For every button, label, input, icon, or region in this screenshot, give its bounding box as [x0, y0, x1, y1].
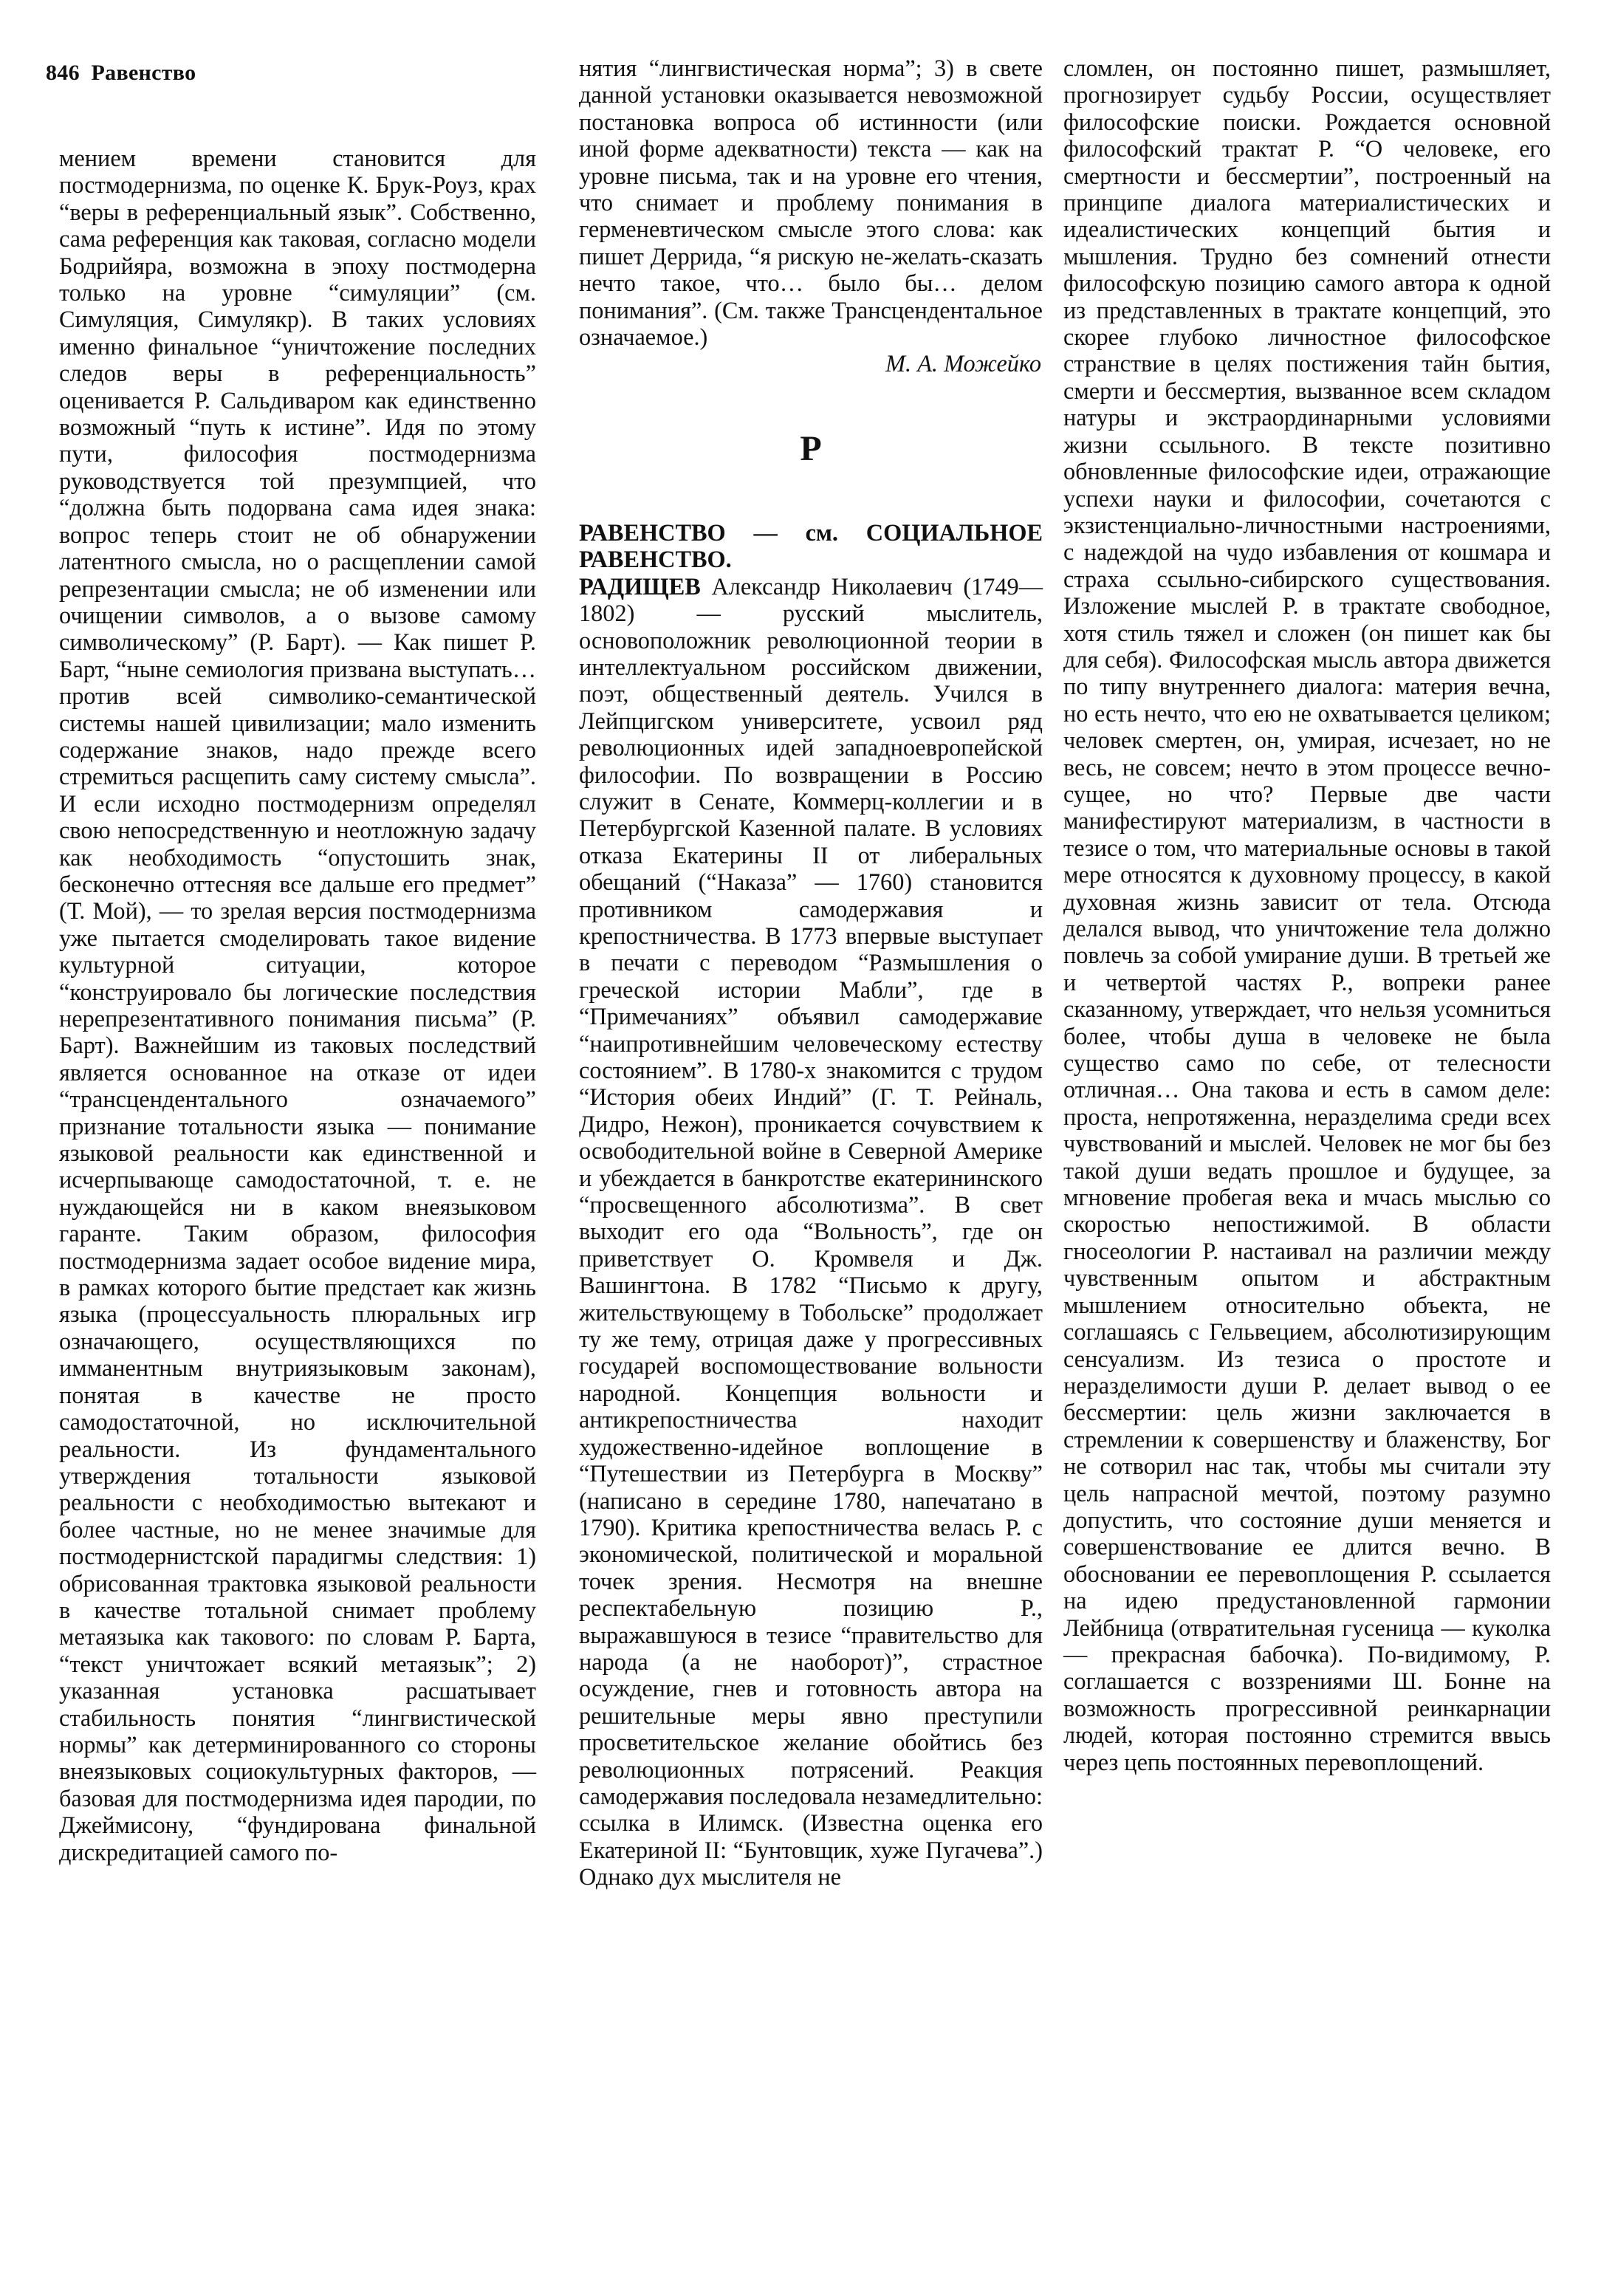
running-title: Равенство: [91, 61, 196, 85]
page-number: 846: [46, 61, 80, 85]
section-letter: Р: [800, 428, 822, 468]
text-column-2: [579, 55, 1043, 1891]
column-3-text: сломлен, он постоянно пишет, размышляет, прогнозирует судьбу России, осуществляет философские поиски. Рождается основной философский трактат Р. “О человеке, его смертности и бессмертии”, построенный на принципе диалога материалистических и идеалистических концепций бытия и мышления. Трудно без сомнений отнести философскую позицию самого автора к одной из представленных в трактате концепций, это скорее глубоко личностное философское странствие в целях постижения тайн бытия, смерти и бессмертия, вызванное всем складом натуры и экстраординарными условиями жизни ссыльного. В тексте позитивно обновленные философские идеи, отражающие успехи науки и философии, сочетаются с экзистенциально-личностными настроениями, с надеждой на чудо избавления от кошмара и страха ссыльно-сибирского существования. Изложение мыслей Р. в трактате свободное, хотя стиль тяжел и сложен (он пишет как бы для себя). Философская мысль автора движется по типу внутреннего диалога: материя вечна, но есть нечто, что ею не охватывается целиком; человек смертен, он, умирая, исчезает, но не весь, не совсем; нечто в этом процессе вечно-сущее, но что? Первые две части манифестируют материализм, в частности в тезисе о том, что материальные основы в такой мере относятся к духовному процессу, в какой духовная жизнь зависит от тела. Отсюда делался вывод, что уничтожение тела должно повлечь за собой умирание души. В третьей же и четвертой частях Р., вопреки ранее сказанному, утверждает, что нельзя усомниться более, чтобы душа в человеке не была существо само по себе, от телесности отличная… Она такова и есть в самом деле: проста, непротяженна, неразделима среди всех чувствований и мыслей. Человек не мог бы без такой души ведать прошлое и будущее, за мгновение пробегая века и мчась мыслью со скоростью непостижимой. В области гносеологии Р. настаивал на различии между чувственным опытом и абстрактным мышлением относительно объекта, не соглашаясь с Гельвецием, абсолютизирующим сенсуализм. Из тезиса о простоте и неразделимости души Р. делает вывод о ее бессмертии: цель жизни заключается в стремлении к совершенству и блаженству, Бог не сотворил нас так, чтобы мы считали эту цель напрасной мечтой, поэтому разумно допустить, что состояние души меняется и совершенствование ее длится вечно. В обосновании ее перевоплощения Р. ссылается на идею предустановленной гармонии Лейбница (отвратительная гусеница — куколка — прекрасная бабочка). По-видимому, Р. соглашается с воззрениями Ш. Бонне на возможность прогрессивной реинкарнации людей, которая постоянно стремится ввысь через цепь постоянных перевоплощений.: [1063, 55, 1551, 1775]
entry-headword: РАДИЩЕВ: [579, 572, 701, 600]
column-1-text: мением времени становится для постмодернизма, по оценке К. Брук-Роуз, крах “веры в референциальный язык”. Собственно, сама референция как таковая, согласно модели Бодрийяра, возможна в эпоху постмодерна только на уровне “симуляции” (см. Симуляция, Симулякр). В таких условиях именно финальное “уничтожение последних следов веры в референциальность” оценивается Р. Сальдиваром как единственно возможный “путь к истине”. Идя по этому пути, философия постмодернизма руководствуется той презумпцией, что “должна быть подорвана сама идея знака: вопрос теперь стоит не об обнаружении латентного смысла, но о расщеплении самой репрезентации смысла; не об изменении или очищении символов, а о вызове самому символическому” (Р. Барт). — Как пишет Р. Барт, “ныне семиология призвана выступать… против всей символико-семантической системы нашей цивилизации; мало изменить содержание знаков, надо прежде всего стремиться расщепить саму систему смысла”. И если исходно постмодернизм определял свою непосредственную и неотложную задачу как необходимость “опустошить знак, бесконечно оттесняя все дальше его предмет” (Т. Мой), — то зрелая версия постмодернизма уже пытается смоделировать такое видение культурной ситуации, которое “конструировало бы логические последствия нерепрезентативного понимания письма” (Р. Барт). Важнейшим из таковых последствий является основанное на отказе от идеи “трансцендентального означаемого” признание тотальности языка — понимание языковой реальности как единственной и исчерпывающе самодостаточной, т. е. не нуждающейся ни в каком внеязыковом гаранте. Таким образом, философия постмодернизма задает особое видение мира, в рамках которого бытие предстает как жизнь языка (процессуальность плюральных игр означающего, осуществляющихся по имманентным внутриязыковым законам), понятая в качестве не просто самодостаточной, но исключительной реальности. Из фундаментального утверждения тотальности языковой реальности с необходимостью вытекают и более частные, но не менее значимые для постмодернистской парадигмы следствия: 1) обрисованная трактовка языковой реальности в качестве тотальной снимает проблему метаязыка как такового: по словам Р. Барта, “текст уничтожает всякий метаязык”; 2) указанная установка расшатывает стабильность понятия “лингвистической нормы” как детерминированного со стороны внеязыковых социокультурных факторов, — базовая для постмодернизма идея пародии, по Джеймисону, “фундирована финальной дискредитацией самого по-: [59, 145, 536, 1865]
entry-radishchev-text: Александр Николаевич (1749—1802) — русский мыслитель, основоположник революционной теории в интеллектуальном российском движении, поэт, общественный деятель. Учился в Лейпцигском университете, усвоил ряд революционных идей западноевропейской философии. По возвращении в Россию служит в Сенате, Коммерц-коллегии и в Петербургской Казенной палате. В условиях отказа Екатерины II от либеральных обещаний (“Наказа” — 1760) становится противником самодержавия и крепостничества. В 1773 впервые выступает в печати с переводом “Размышления о греческой истории Мабли”, где в “Примечаниях” объявил самодержавие “наипротивнейшим человеческому естеству состоянием”. В 1780-х знакомится с трудом “История обеих Индий” (Г. Т. Рейналь, Дидро, Нежон), проникается сочувствием к освободительной войне в Северной Америке и убеждается в банкротстве екатерининского “просвещенного абсолютизма”. В свет выходит его ода “Вольность”, где он приветствует О. Кромвеля и Дж. Вашингтона. В 1782 “Письмо к другу, жительствующему в Тобольске” продолжает ту же тему, отрицая даже у прогрессивных государей воспомоществование вольности народной. Концепция вольности и антикрепостничества находит художественно-идейное воплощение в “Путешествии из Петербурга в Москву” (написано в середине 1780, напечатано в 1790). Критика крепостничества велась Р. с экономической, политической и моральной точек зрения. Несмотря на внешне респектабельную позицию Р., выражавшуюся в тезисе “правительство для народа (а не наоборот)”, страстное осуждение, гнев и готовность автора на решительные меры явно преступили просветительское желание обойтись без революционных потрясений. Реакция самодержавия последовала незамедлительно: ссылка в Илимск. (Известна оценка его Екатериной II: “Бунтовщик, хуже Пугачева”.) Однако дух мыслителя не: [579, 572, 1043, 1891]
entry-ravenstvo-crossref: РАВЕНСТВО — см. СОЦИАЛЬНОЕ РАВЕНСТВО.: [579, 518, 1043, 573]
article-author: М. А. Можейко: [885, 350, 1041, 377]
running-header: [46, 61, 196, 86]
entry-radishchev: [579, 573, 1043, 1891]
text-column-1: [59, 145, 536, 1865]
column-2-continued-text: нятия “лингвистическая норма”; 3) в свете данной установки оказывается невозможной постановка вопроса об истинности (или иной форме адекватности) текста — как на уровне письма, так и на уровне его чтения, что снимает и проблему понимания в герменевтическом смысле этого слова: как пишет Деррида, “я рискую не-желать-сказать нечто такое, что… было бы… делом понимания”. (См. также Трансцендентальное означаемое.): [579, 55, 1043, 351]
text-column-3: [1063, 55, 1551, 1775]
